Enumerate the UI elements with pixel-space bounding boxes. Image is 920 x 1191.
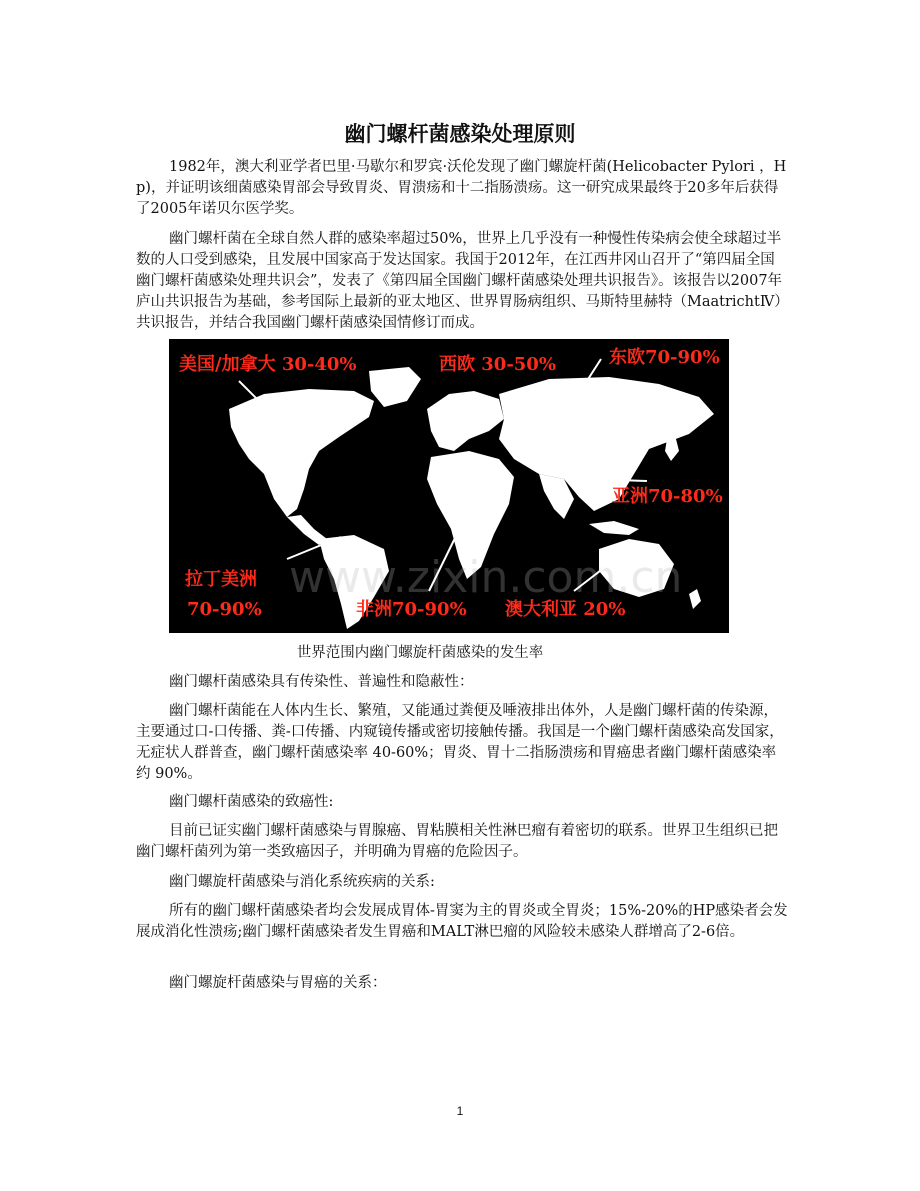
indonesia-shape xyxy=(589,521,639,535)
label-latin-america-rate: 70-90% xyxy=(187,599,262,620)
world-infection-map xyxy=(169,339,729,633)
label-north-america: 美国/加拿大 30-40% xyxy=(179,354,357,375)
watermark-text: www.zixin.com.cn xyxy=(289,552,683,603)
new-zealand-shape xyxy=(689,589,701,609)
label-africa: 非洲70-90% xyxy=(356,599,467,620)
paragraph-digestive-disease: 所有的幽门螺杆菌感染者均会发展成胃体-胃窦为主的胃炎或全胃炎；15%-20%的HP感染者会发展成消化性溃疡;幽门螺杆菌感染者发生胃癌和MALT淋巴瘤的风险较未感染人群增高了2-6倍。 xyxy=(136,903,788,940)
europe-shape xyxy=(427,391,504,451)
paragraph-prevalence: 幽门螺杆菌在全球自然人群的感染率超过50%，世界上几乎没有一种慢性传染病会使全球超过半数的人口受到感染，且发展中国家高于发达国家。我国于2012年，在江西井冈山召开了“第四届全国幽门螺杆菌感染处理共识会”，发表了《第四届全国幽门螺杆菌感染处理共识报告》。该报告以2007年庐山共识报告为基础，参考国际上最新的亚太地区、世界胃肠病组织、马斯特里赫特（MaatrichtⅣ）共识报告，并结合我国幽门螺杆菌感染国情修订而成。 xyxy=(136,231,783,331)
world-map-svg xyxy=(169,339,729,633)
heading-gastric-cancer: 幽门螺旋杆菌感染与胃癌的关系： xyxy=(169,975,387,991)
label-eastern-europe: 东欧70-90% xyxy=(609,347,720,368)
paragraph-history: 1982年，澳大利亚学者巴里·马歇尔和罗宾·沃伦发现了幽门螺旋杆菌(Helicobacter Pylori ，Hp)，并证明该细菌感染胃部会导致胃炎、胃溃疡和十二指肠溃疡。这一研究成果最终于20多年后获得了2005年诺贝尔医学奖。 xyxy=(136,159,787,217)
heading-transmission: 幽门螺杆菌感染具有传染性、普遍性和隐蔽性： xyxy=(169,674,474,690)
figure-caption: 世界范围内幽门螺旋杆菌感染的发生率 xyxy=(296,645,544,661)
label-australia: 澳大利亚 20% xyxy=(505,599,626,620)
document-title: 幽门螺杆菌感染处理原则 xyxy=(344,122,576,146)
north-america-shape xyxy=(229,389,374,517)
label-asia: 亚洲70-80% xyxy=(612,486,723,507)
greenland-shape xyxy=(369,367,421,407)
paragraph-carcinogenicity: 目前已证实幽门螺杆菌感染与胃腺癌、胃粘膜相关性淋巴瘤有着密切的联系。世界卫生组织已把幽门螺杆菌列为第一类致癌因子，并明确为胃癌的危险因子。 xyxy=(136,823,778,860)
label-western-europe: 西欧 30-50% xyxy=(439,354,556,375)
page-number: 1 xyxy=(456,1104,464,1118)
heading-digestive-disease: 幽门螺旋杆菌感染与消化系统疾病的关系: xyxy=(169,874,435,890)
paragraph-transmission: 幽门螺杆菌能在人体内生长、繁殖，又能通过粪便及唾液排出体外，人是幽门螺杆菌的传染源，主要通过口-口传播、粪-口传播、内窥镜传播或密切接触传播。我国是一个幽门螺杆菌感染高发国家，无症状人群普查，幽门螺杆菌感染率 40-60%；胃炎、胃十二指肠溃疡和胃癌患者幽门螺杆菌感染率约 90%。 xyxy=(136,703,784,782)
heading-carcinogenicity: 幽门螺杆菌感染的致癌性: xyxy=(169,794,334,810)
label-latin-america: 拉丁美洲 xyxy=(185,569,257,590)
